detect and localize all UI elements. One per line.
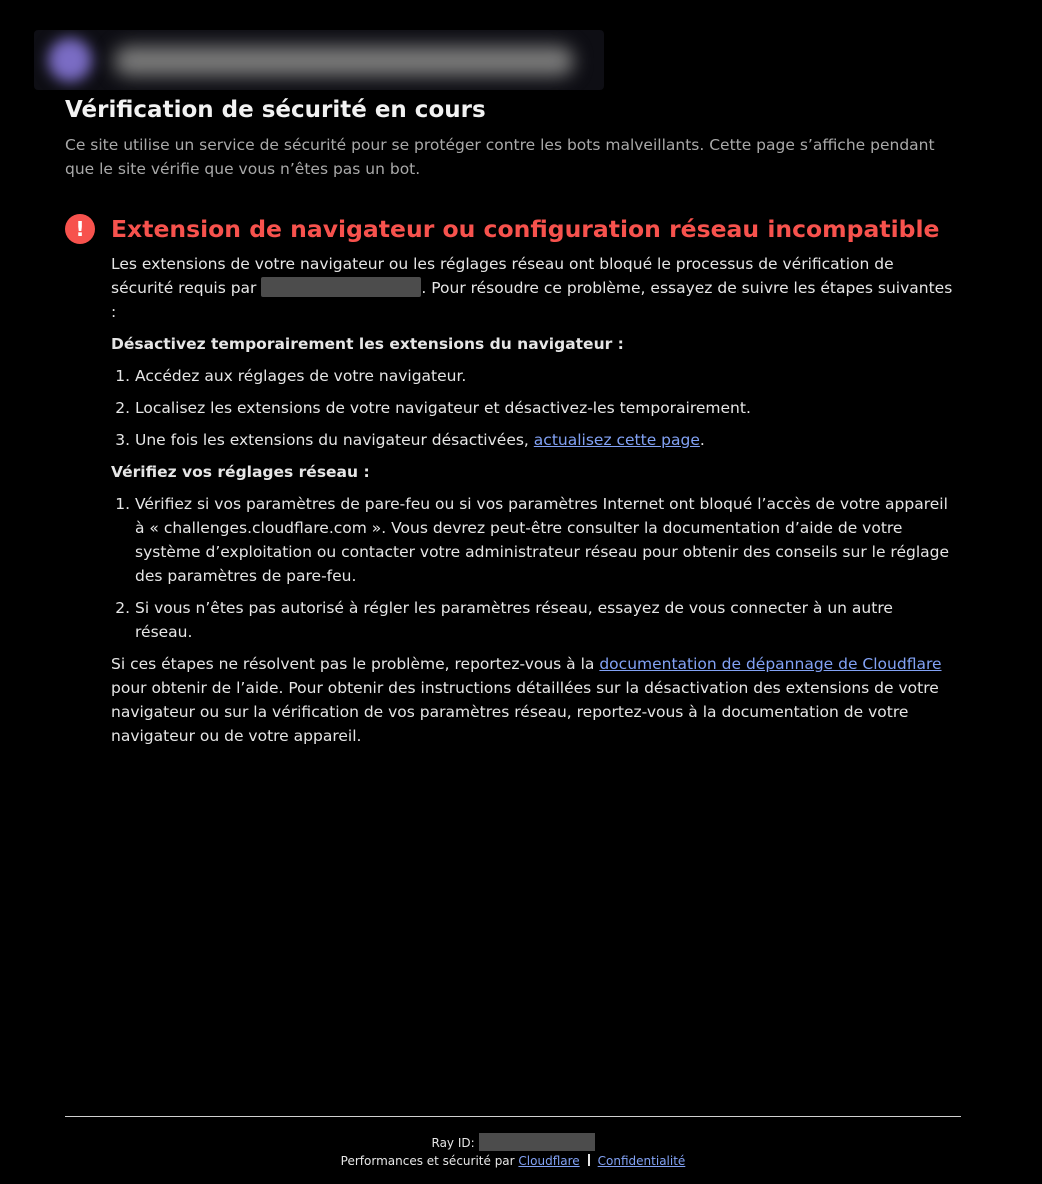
page-title: Vérification de sécurité en cours — [65, 97, 486, 123]
outro-text-after: pour obtenir de l’aide. Pour obtenir des instructions détaillées sur la désactivation des extensions de votre navigateur ou sur la vérification de vos paramètres réseau, reportez-vous à la documentation de votre navigateur ou de votre appareil. — [111, 679, 939, 745]
footer — [65, 1133, 961, 1170]
footer-separator — [588, 1154, 590, 1166]
alert-icon: ! — [65, 214, 95, 244]
extensions-step-3-text: Une fois les extensions du navigateur désactivées, — [135, 431, 534, 449]
refresh-page-link[interactable]: actualisez cette page — [533, 431, 700, 449]
performance-text: Performances et sécurité par — [340, 1154, 519, 1168]
cloudflare-troubleshooting-link[interactable]: documentation de dépannage de Cloudflare — [599, 655, 942, 673]
ray-id-label: Ray ID: — [431, 1136, 475, 1150]
error-block — [65, 214, 955, 748]
error-title: Extension de navigateur ou configuration réseau incompatible — [111, 215, 940, 243]
footer-links-line — [65, 1152, 961, 1170]
privacy-link[interactable]: Confidentialité — [597, 1154, 686, 1168]
extensions-step-3-end: . — [699, 431, 705, 449]
cloudflare-link[interactable]: Cloudflare — [518, 1154, 580, 1168]
site-banner-redacted — [34, 30, 604, 90]
error-outro — [111, 652, 955, 748]
intro-text-after: . Pour résoudre ce problème, essayez de suivre les étapes suivantes : — [111, 279, 953, 321]
extensions-step-3 — [135, 428, 955, 452]
extensions-heading: Désactivez temporairement les extensions du navigateur : — [111, 335, 624, 353]
extensions-steps — [111, 364, 955, 452]
network-heading: Vérifiez vos réglages réseau : — [111, 463, 370, 481]
extensions-step-1: 1. Accédez aux réglages de votre navigateur. — [135, 364, 955, 388]
error-intro — [111, 252, 955, 324]
site-logo — [48, 38, 92, 82]
footer-divider — [65, 1116, 961, 1117]
redacted-domain — [261, 277, 421, 297]
extensions-step-2: 2. Localisez les extensions de votre navigateur et désactivez-les temporairement. — [135, 396, 955, 420]
network-step-1: 1. Vérifiez si vos paramètres de pare-feu ou si vos paramètres Internet ont bloqué l’accès de votre appareil à « challenges.cloudflare.com ». Vous devrez peut-être consulter la documentation d’aide de votre système d’exploitation ou contacter votre administrateur réseau pour obtenir des conseils sur le réglage des paramètres de pare-feu. — [135, 492, 955, 588]
intro-text-before: Les extensions de votre navigateur ou les réglages réseau ont bloqué le processus de vérification de sécurité requis par — [111, 255, 894, 297]
page-subtitle: Ce site utilise un service de sécurité pour se protéger contre les bots malveillants. Cette page s’affiche pendant que le site vérifie que vous n’êtes pas un bot. — [65, 136, 935, 178]
main-content — [65, 95, 955, 748]
site-name-redacted — [114, 46, 574, 76]
network-steps — [111, 492, 955, 644]
network-step-2: 2. Si vous n’êtes pas autorisé à régler les paramètres réseau, essayez de vous connecter à un autre réseau. — [135, 596, 955, 644]
ray-id-line — [65, 1133, 961, 1152]
outro-text-before: Si ces étapes ne résolvent pas le problème, reportez-vous à la — [111, 655, 600, 673]
ray-id-redacted — [479, 1133, 595, 1151]
